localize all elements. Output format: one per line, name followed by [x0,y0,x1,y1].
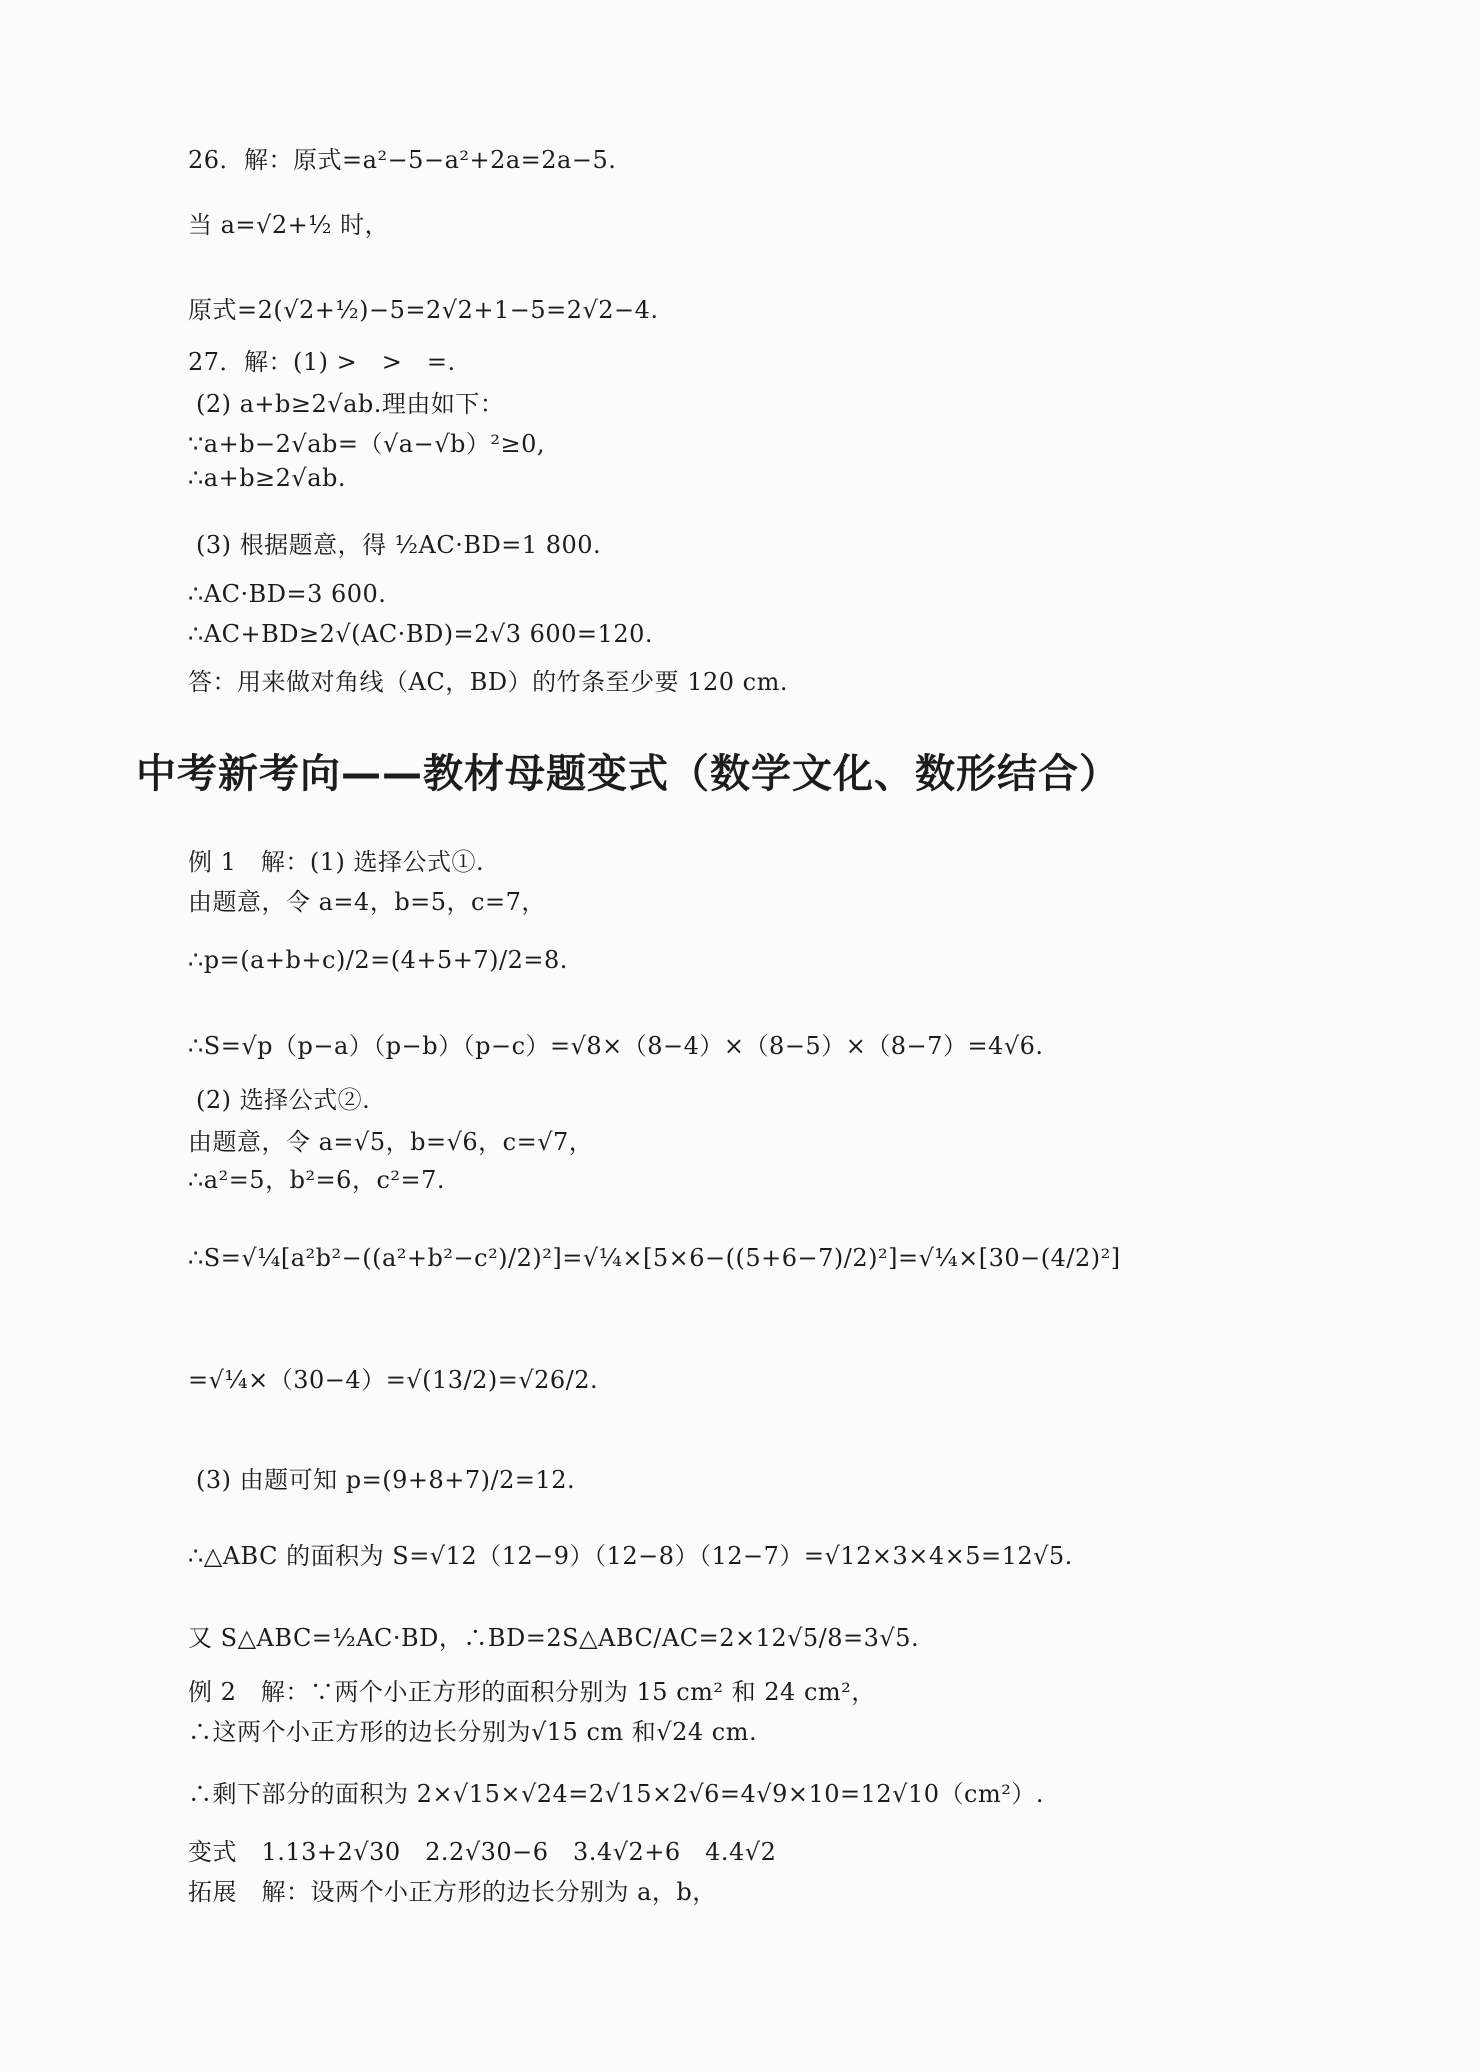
q27-proof-conclusion: ∴a+b≥2√ab. [188,464,347,492]
example2-remaining-area: ∴剩下部分的面积为 2×√15×√24=2√15×2√6=4√9×10=12√10（cm²）. [188,1780,1044,1808]
q27-part3: (3) 根据题意，得 ½AC·BD=1 800. [196,531,602,559]
example2-sides: ∴这两个小正方形的边长分别为√15 cm 和√24 cm. [188,1718,758,1746]
q26-solution: 26．解：原式=a²−5−a²+2a=2a−5. [188,146,617,174]
example1-p-value: ∴p=(a+b+c)/2=(4+5+7)/2=8. [188,946,568,974]
section-heading: 中考新考向——教材母题变式（数学文化、数形结合） [136,751,1120,797]
example1-squares: ∴a²=5，b²=6，c²=7. [188,1166,446,1194]
example1-bd-length: 又 S△ABC=½AC·BD，∴BD=2S△ABC/AC=2×12√5/8=3√5. [188,1624,920,1652]
q27-part2: (2) a+b≥2√ab.理由如下： [196,390,505,418]
example1-triangle-area: ∴△ABC 的面积为 S=√12（12−9）（12−8）（12−7）=√12×3×4×5=12√5. [188,1542,1073,1570]
q26-substitution: 当 a=√2+½ 时， [188,211,390,239]
example1-area-formula1: ∴S=√p（p−a）（p−b）（p−c）=√8×（8−4）×（8−5）×（8−7）=4√6. [188,1032,1044,1060]
example2-given: 例 2 解：∵两个小正方形的面积分别为 15 cm² 和 24 cm²， [188,1678,876,1706]
q27-answer: 答：用来做对角线（AC，BD）的竹条至少要 120 cm. [188,668,788,696]
q27-part1: 27．解：(1) > > =. [188,348,456,376]
example1-area-result2: =√¼×（30−4）=√(13/2)=√26/2. [188,1366,599,1394]
example1-part2: (2) 选择公式②. [196,1086,371,1114]
q27-product: ∴AC·BD=3 600. [188,580,387,608]
example1-given: 由题意，令 a=4，b=5，c=7， [188,888,546,916]
example1-part3: (3) 由题可知 p=(9+8+7)/2=12. [196,1466,576,1494]
example1-part1: 例 1 解：(1) 选择公式①. [188,848,485,876]
extension-solution: 拓展 解：设两个小正方形的边长分别为 a，b， [188,1878,717,1906]
variants-answers: 变式 1.13+2√30 2.2√30−6 3.4√2+6 4.4√2 [188,1838,777,1866]
example1-given2: 由题意，令 a=√5，b=√6，c=√7， [188,1128,594,1156]
example1-area-formula2: ∴S=√¼[a²b²−((a²+b²−c²)/2)²]=√¼×[5×6−((5+6−7)/2)²]=√¼×[30−(4/2)²] [188,1244,1121,1272]
q27-proof-step: ∵a+b−2√ab=（√a−√b）²≥0, [188,430,545,458]
q27-inequality: ∴AC+BD≥2√(AC·BD)=2√3 600=120. [188,620,653,648]
q26-result: 原式=2(√2+½)−5=2√2+1−5=2√2−4. [188,296,659,324]
